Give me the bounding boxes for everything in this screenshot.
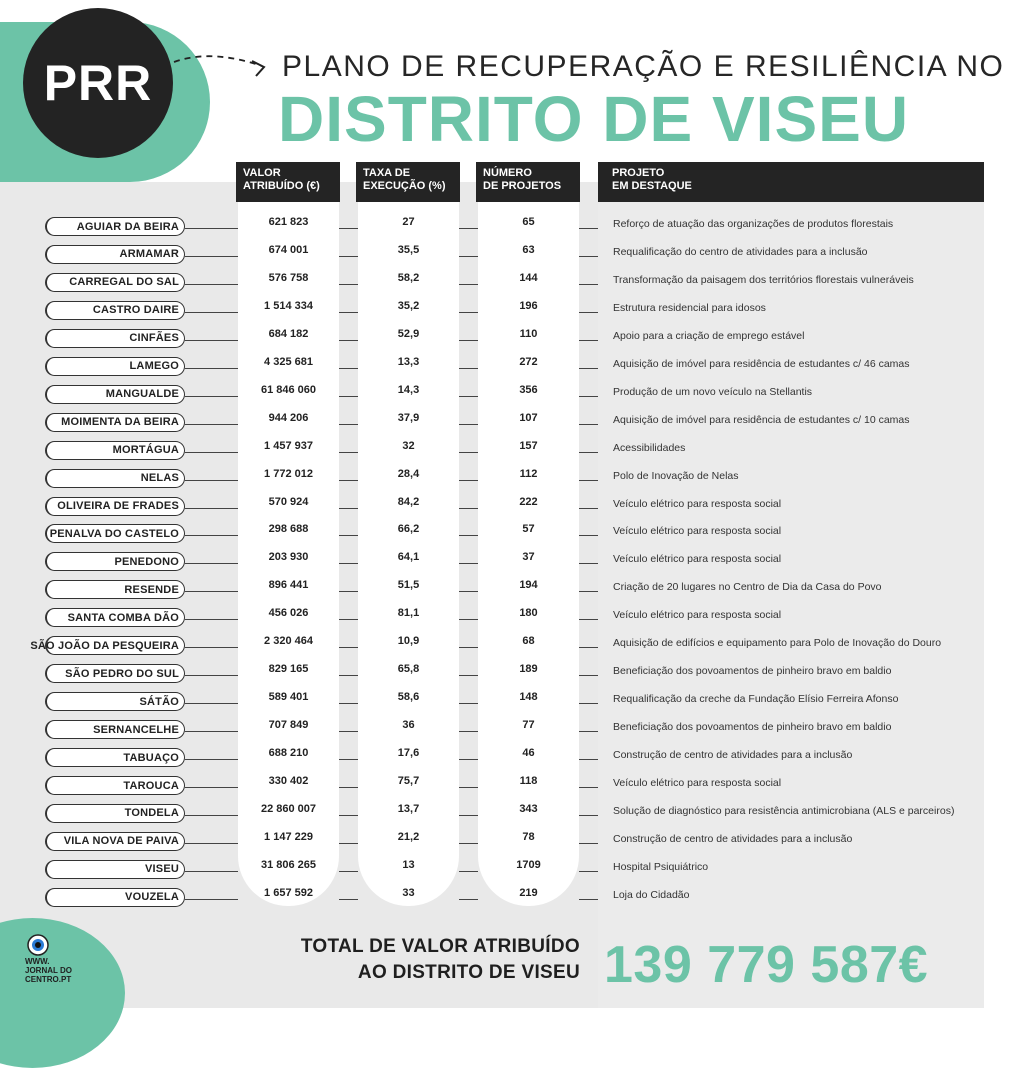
connector-line — [185, 899, 238, 900]
connector-line — [339, 284, 358, 285]
projetos-cell: 112 — [519, 467, 538, 480]
table-row — [0, 242, 1024, 270]
column-header-projeto-line1: PROJETO — [612, 167, 665, 179]
connector-line — [185, 256, 238, 257]
projetos-cell: 196 — [519, 299, 538, 312]
taxa-cell: 10,9 — [397, 635, 420, 648]
valor-cell: 1 772 012 — [264, 467, 313, 480]
projetos-cell: 118 — [519, 775, 538, 787]
table-row — [0, 521, 1024, 549]
connector-line — [459, 703, 478, 704]
connector-line — [459, 535, 478, 536]
table-row — [0, 410, 1024, 438]
connector-line — [579, 871, 598, 872]
projeto-cell: Estrutura residencial para idosos — [613, 301, 766, 314]
connector-line — [185, 703, 238, 704]
connector-line — [339, 731, 358, 732]
municipio-label: SÃO JOÃO DA PESQUEIRA — [45, 636, 185, 655]
taxa-cell: 75,7 — [397, 775, 420, 787]
connector-line — [185, 340, 238, 341]
connector-line — [579, 563, 598, 564]
connector-line — [339, 312, 358, 313]
projeto-cell: Construção de centro de atividades para a inclusão — [613, 832, 853, 845]
connector-line — [339, 368, 358, 369]
valor-cell: 589 401 — [268, 691, 309, 704]
projetos-cell: 46 — [522, 747, 535, 760]
connector-line — [459, 675, 478, 676]
column-header-numero-line2: DE PROJETOS — [483, 180, 562, 192]
municipio-label: RESENDE — [45, 580, 185, 599]
valor-cell: 896 441 — [268, 579, 309, 592]
valor-cell: 570 924 — [268, 495, 309, 508]
connector-line — [579, 815, 598, 816]
valor-cell: 4 325 681 — [264, 355, 313, 368]
column-header-projeto-line2: EM DESTAQUE — [612, 180, 692, 192]
table-row — [0, 549, 1024, 577]
projeto-cell: Requalificação da creche da Fundação Elísio Ferreira Afonso — [613, 693, 899, 706]
taxa-cell: 37,9 — [397, 411, 420, 424]
projetos-cell: 144 — [519, 271, 538, 284]
taxa-cell: 81,1 — [397, 607, 420, 620]
page-title: DISTRITO DE VISEU — [278, 83, 910, 155]
projetos-cell: 356 — [519, 383, 538, 396]
table-row — [0, 633, 1024, 661]
taxa-cell: 52,9 — [397, 327, 420, 340]
projetos-cell: 37 — [522, 551, 535, 564]
municipio-label: MORTÁGUA — [45, 441, 185, 460]
projeto-cell: Aquisição de imóvel para residência de estudantes c/ 46 camas — [613, 357, 910, 370]
connector-line — [339, 899, 358, 900]
table-row — [0, 885, 1024, 913]
total-value: 139 779 587€ — [604, 936, 929, 994]
footer-logo-text — [25, 957, 72, 984]
connector-line — [339, 508, 358, 509]
projetos-cell: 78 — [522, 830, 535, 843]
connector-line — [459, 312, 478, 313]
projetos-cell: 157 — [519, 439, 538, 452]
column-header-numero-line1: NÚMERO — [483, 167, 532, 179]
connector-line — [339, 647, 358, 648]
projetos-cell: 180 — [519, 607, 538, 620]
table-row — [0, 214, 1024, 242]
connector-line — [579, 535, 598, 536]
connector-line — [579, 368, 598, 369]
connector-line — [339, 535, 358, 536]
valor-cell: 61 846 060 — [260, 383, 317, 396]
connector-line — [185, 675, 238, 676]
table-row — [0, 605, 1024, 633]
connector-line — [339, 563, 358, 564]
connector-line — [579, 396, 598, 397]
table-row — [0, 577, 1024, 605]
table-row — [0, 689, 1024, 717]
table-row — [0, 298, 1024, 326]
projeto-cell: Veículo elétrico para resposta social — [613, 553, 782, 566]
taxa-cell: 84,2 — [397, 495, 420, 508]
connector-line — [579, 340, 598, 341]
municipio-label: MOIMENTA DA BEIRA — [45, 413, 185, 432]
connector-line — [459, 284, 478, 285]
table-row — [0, 494, 1024, 522]
valor-cell: 456 026 — [268, 607, 309, 620]
connector-line — [459, 368, 478, 369]
table-row — [0, 326, 1024, 354]
valor-cell: 576 758 — [268, 271, 309, 284]
table-row — [0, 829, 1024, 857]
connector-line — [579, 647, 598, 648]
connector-line — [339, 452, 358, 453]
connector-line — [185, 535, 238, 536]
connector-line — [185, 312, 238, 313]
projetos-cell: 63 — [522, 243, 535, 256]
municipio-label: CINFÃES — [45, 329, 185, 348]
connector-line — [185, 619, 238, 620]
projetos-cell: 77 — [522, 719, 535, 732]
footer-logo-line3: CENTRO.PT — [25, 975, 72, 984]
projetos-cell: 110 — [519, 327, 538, 340]
municipio-label: AGUIAR DA BEIRA — [45, 217, 185, 236]
table-row — [0, 745, 1024, 773]
municipio-label: ARMAMAR — [45, 245, 185, 264]
taxa-cell: 35,5 — [397, 243, 420, 256]
projetos-cell: 1709 — [516, 858, 541, 871]
valor-cell: 203 930 — [268, 551, 309, 564]
connector-line — [339, 480, 358, 481]
connector-line — [459, 340, 478, 341]
connector-line — [185, 508, 238, 509]
connector-line — [185, 815, 238, 816]
table-row — [0, 773, 1024, 801]
taxa-cell: 14,3 — [397, 383, 420, 396]
valor-cell: 22 860 007 — [260, 802, 317, 815]
connector-line — [339, 787, 358, 788]
connector-line — [459, 731, 478, 732]
table-row — [0, 717, 1024, 745]
valor-cell: 298 688 — [268, 523, 309, 536]
connector-line — [339, 843, 358, 844]
connector-line — [459, 759, 478, 760]
projeto-cell: Construção de centro de atividades para a inclusão — [613, 749, 853, 762]
municipio-label: NELAS — [45, 469, 185, 488]
taxa-cell: 28,4 — [397, 467, 420, 480]
connector-line — [579, 843, 598, 844]
connector-line — [459, 228, 478, 229]
connector-line — [579, 675, 598, 676]
connector-line — [459, 508, 478, 509]
connector-line — [459, 563, 478, 564]
connector-line — [185, 228, 238, 229]
municipio-label: OLIVEIRA DE FRADES — [45, 497, 185, 516]
municipio-label: TONDELA — [45, 804, 185, 823]
projeto-cell: Polo de Inovação de Nelas — [613, 469, 739, 482]
projeto-cell: Transformação da paisagem dos territórios florestais vulneráveis — [613, 273, 914, 286]
municipio-label: TABUAÇO — [45, 748, 185, 767]
valor-cell: 1 457 937 — [264, 439, 313, 452]
projetos-cell: 272 — [519, 355, 538, 368]
valor-cell: 1 657 592 — [264, 886, 313, 899]
municipio-label: VOUZELA — [45, 888, 185, 907]
connector-line — [339, 396, 358, 397]
connector-line — [339, 340, 358, 341]
connector-line — [579, 228, 598, 229]
valor-cell: 829 165 — [268, 663, 309, 676]
connector-line — [459, 256, 478, 257]
connector-line — [185, 563, 238, 564]
eye-logo-icon — [27, 934, 49, 956]
municipio-label: TAROUCA — [45, 776, 185, 795]
projetos-cell: 194 — [519, 579, 538, 592]
projetos-cell: 219 — [519, 886, 538, 899]
projeto-cell: Solução de diagnóstico para resistência antimicrobiana (ALS e parceiros) — [613, 804, 955, 817]
column-header-valor-line1: VALOR — [243, 167, 281, 179]
column-header-taxa-line2: EXECUÇÃO (%) — [363, 180, 446, 192]
taxa-cell: 65,8 — [397, 663, 420, 676]
municipio-label: SÃO PEDRO DO SUL — [45, 664, 185, 683]
connector-line — [459, 871, 478, 872]
column-header-taxa-line1: TAXA DE — [363, 167, 411, 179]
valor-cell: 31 806 265 — [260, 858, 317, 871]
valor-cell: 688 210 — [268, 747, 309, 760]
table-row — [0, 354, 1024, 382]
connector-line — [185, 647, 238, 648]
total-label-line2: AO DISTRITO DE VISEU — [357, 962, 580, 983]
connector-line — [185, 843, 238, 844]
connector-line — [459, 480, 478, 481]
footer-logo-line1: WWW. — [25, 957, 50, 966]
connector-line — [185, 787, 238, 788]
projetos-cell: 68 — [522, 635, 535, 648]
taxa-cell: 51,5 — [397, 579, 420, 592]
valor-cell: 707 849 — [268, 719, 309, 732]
table-row — [0, 270, 1024, 298]
municipio-label: SERNANCELHE — [45, 720, 185, 739]
valor-cell: 621 823 — [268, 216, 309, 228]
projeto-cell: Reforço de atuação das organizações de produtos florestais — [613, 218, 894, 230]
municipio-label: CARREGAL DO SAL — [45, 273, 185, 292]
connector-line — [579, 284, 598, 285]
projeto-cell: Criação de 20 lugares no Centro de Dia da Casa do Povo — [613, 581, 882, 594]
taxa-cell: 27 — [402, 216, 415, 228]
projeto-cell: Veículo elétrico para resposta social — [613, 525, 782, 538]
connector-line — [185, 871, 238, 872]
projetos-cell: 107 — [519, 411, 538, 424]
connector-line — [339, 619, 358, 620]
projeto-cell: Produção de um novo veículo na Stellantis — [613, 385, 813, 398]
connector-line — [579, 480, 598, 481]
connector-line — [459, 899, 478, 900]
municipio-label: VILA NOVA DE PAIVA — [45, 832, 185, 851]
municipio-label: VISEU — [45, 860, 185, 879]
taxa-cell: 58,2 — [397, 271, 420, 284]
projetos-cell: 148 — [519, 691, 538, 704]
connector-line — [459, 647, 478, 648]
connector-line — [579, 899, 598, 900]
connector-line — [579, 424, 598, 425]
connector-line — [185, 424, 238, 425]
connector-line — [579, 452, 598, 453]
connector-line — [339, 703, 358, 704]
connector-line — [459, 619, 478, 620]
connector-line — [459, 424, 478, 425]
connector-line — [579, 787, 598, 788]
municipio-label: MANGUALDE — [45, 385, 185, 404]
projeto-cell: Beneficiação dos povoamentos de pinheiro bravo em baldio — [613, 721, 892, 734]
projeto-cell: Aquisição de imóvel para residência de estudantes c/ 10 camas — [613, 413, 910, 426]
projeto-cell: Requalificação do centro de atividades para a inclusão — [613, 245, 868, 258]
valor-cell: 1 147 229 — [264, 830, 313, 843]
projeto-cell: Acessibilidades — [613, 441, 686, 454]
projetos-cell: 57 — [522, 523, 535, 536]
taxa-cell: 17,6 — [397, 747, 420, 760]
projeto-cell: Veículo elétrico para resposta social — [613, 497, 782, 510]
connector-line — [185, 759, 238, 760]
connector-line — [459, 591, 478, 592]
valor-cell: 684 182 — [268, 327, 309, 340]
taxa-cell: 13,3 — [397, 355, 420, 368]
taxa-cell: 35,2 — [397, 299, 420, 312]
connector-line — [579, 508, 598, 509]
connector-line — [579, 759, 598, 760]
valor-cell: 2 320 464 — [264, 635, 313, 648]
connector-line — [339, 675, 358, 676]
projeto-cell: Loja do Cidadão — [613, 888, 690, 901]
connector-line — [339, 759, 358, 760]
connector-line — [339, 424, 358, 425]
taxa-cell: 36 — [402, 719, 415, 732]
projeto-cell: Hospital Psiquiátrico — [613, 860, 709, 873]
projeto-cell: Apoio para a criação de emprego estável — [613, 329, 805, 342]
prr-badge-text: PRR — [43, 55, 153, 111]
table-row — [0, 382, 1024, 410]
connector-line — [339, 256, 358, 257]
projetos-cell: 222 — [519, 495, 538, 508]
municipio-label: SÁTÃO — [45, 692, 185, 711]
column-header-valor-line2: ATRIBUÍDO (€) — [243, 180, 320, 192]
taxa-cell: 32 — [402, 439, 415, 452]
connector-line — [185, 731, 238, 732]
valor-cell: 944 206 — [268, 411, 309, 424]
municipio-label: CASTRO DAIRE — [45, 301, 185, 320]
taxa-cell: 13,7 — [397, 802, 420, 815]
page-subtitle: PLANO DE RECUPERAÇÃO E RESILIÊNCIA NO — [282, 50, 1005, 83]
connector-line — [459, 452, 478, 453]
table-row — [0, 801, 1024, 829]
projeto-cell: Aquisição de edifícios e equipamento para Polo de Inovação do Douro — [613, 637, 942, 650]
connector-line — [459, 815, 478, 816]
total-label — [230, 934, 580, 986]
projeto-cell: Veículo elétrico para resposta social — [613, 609, 782, 622]
connector-line — [459, 843, 478, 844]
projetos-cell: 343 — [519, 802, 538, 815]
table-row — [0, 466, 1024, 494]
connector-line — [459, 787, 478, 788]
footer-logo-line2: JORNAL DO — [25, 966, 72, 975]
connector-line — [185, 480, 238, 481]
connector-line — [339, 591, 358, 592]
connector-line — [185, 452, 238, 453]
projeto-cell: Beneficiação dos povoamentos de pinheiro bravo em baldio — [613, 665, 892, 678]
table-row — [0, 438, 1024, 466]
taxa-cell: 21,2 — [397, 830, 420, 843]
connector-line — [339, 871, 358, 872]
projeto-cell: Veículo elétrico para resposta social — [613, 777, 782, 789]
valor-cell: 330 402 — [268, 775, 309, 787]
valor-cell: 1 514 334 — [264, 299, 313, 312]
taxa-cell: 58,6 — [397, 691, 420, 704]
total-label-line1: TOTAL DE VALOR ATRIBUÍDO — [300, 936, 580, 957]
connector-line — [185, 368, 238, 369]
projetos-cell: 189 — [519, 663, 538, 676]
taxa-cell: 13 — [402, 858, 415, 871]
connector-line — [339, 815, 358, 816]
projetos-cell: 65 — [522, 216, 535, 228]
connector-line — [579, 256, 598, 257]
valor-cell: 674 001 — [268, 243, 309, 256]
connector-line — [459, 396, 478, 397]
municipio-label: SANTA COMBA DÃO — [45, 608, 185, 627]
connector-line — [185, 396, 238, 397]
connector-line — [339, 228, 358, 229]
taxa-cell: 64,1 — [397, 551, 420, 564]
municipio-label: LAMEGO — [45, 357, 185, 376]
connector-line — [579, 312, 598, 313]
municipio-label: PENALVA DO CASTELO — [45, 524, 185, 543]
taxa-cell: 66,2 — [397, 523, 420, 536]
taxa-cell: 33 — [402, 886, 415, 899]
connector-line — [185, 591, 238, 592]
table-row — [0, 857, 1024, 885]
connector-line — [579, 619, 598, 620]
connector-line — [185, 284, 238, 285]
municipio-label: PENEDONO — [45, 552, 185, 571]
connector-line — [579, 731, 598, 732]
connector-line — [579, 591, 598, 592]
table-row — [0, 661, 1024, 689]
connector-line — [579, 703, 598, 704]
